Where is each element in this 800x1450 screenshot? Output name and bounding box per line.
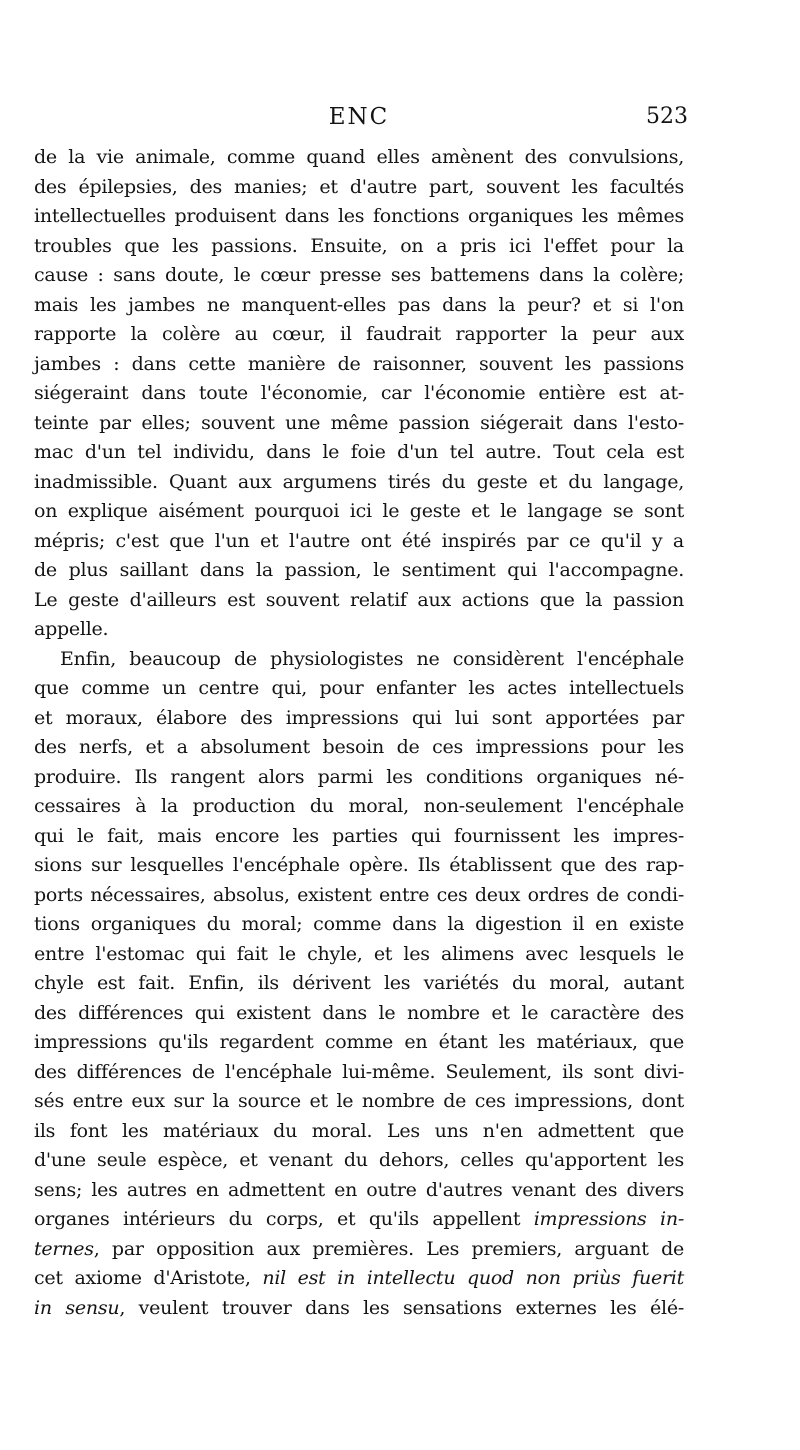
text-line: d'une seule espèce, et venant du dehors, celles qu'apportent les (34, 1149, 684, 1171)
text-line: ports nécessaires, absolus, existent entre ces deux ordres de condi- (34, 883, 684, 906)
text-line: on explique aisément pourquoi ici le geste et le langage se sont (34, 500, 684, 522)
text-line: mac d'un tel individu, dans le foie d'un tel autre. Tout cela est (34, 441, 684, 463)
text-line: mais les jambes ne manquent-elles pas dans la peur? et si l'on (34, 293, 684, 316)
text-line: jambes : dans cette manière de raisonner, souvent les passions (34, 352, 684, 375)
text-line: chyle est fait. Enfin, ils dérivent les variétés du moral, autant (34, 972, 684, 994)
text-line: sés entre eux sur la source et le nombre de ces impressions, dont (34, 1090, 684, 1112)
paragraph-start-line: Enfin, beaucoup de physiologistes ne considèrent l'encéphale (60, 647, 684, 670)
text-line: des différences de l'encéphale lui-même. Seulement, ils sont divi- (34, 1060, 684, 1083)
text-line-with-italic (34, 1235, 684, 1265)
text-line: siégeraint dans toute l'économie, car l'économie entière est at- (34, 382, 684, 404)
text-line: et moraux, élabore des impressions qui lui sont apportées par (34, 706, 684, 729)
italic-text: nil est in intellectu quod non priùs fuerit (262, 1267, 685, 1289)
roman-text: cet axiome d'Aristote, (34, 1267, 263, 1289)
roman-text: , veulent trouver dans les sensations externes les élé- (119, 1296, 684, 1319)
text-line: qui le fait, mais encore les parties qui fournissent les impres- (34, 824, 684, 847)
text-line-with-italic (34, 1205, 684, 1235)
text-line: entre l'estomac qui fait le chyle, et les alimens avec lesquels le (34, 942, 684, 965)
text-line: impressions qu'ils regardent comme en étant les matériaux, que (34, 1031, 684, 1053)
text-line: cause : sans doute, le cœur presse ses battemens dans la colère; (34, 264, 684, 286)
text-line: appelle. (34, 618, 109, 640)
text-line: rapporte la colère au cœur, il faudrait rapporter la peur aux (34, 323, 684, 345)
text-line: de plus saillant dans la passion, le sentiment qui l'accompagne. (34, 559, 684, 581)
text-line: cessaires à la production du moral, non-seulement l'encéphale (34, 795, 684, 817)
text-line: des nerfs, et a absolument besoin de ces impressions pour les (34, 736, 684, 758)
text-line: de la vie animale, comme quand elles amènent des convulsions, (34, 146, 684, 168)
roman-text: organes intérieurs du corps, et qu'ils appellent (34, 1208, 534, 1230)
page-header (34, 104, 688, 140)
body-text (34, 143, 684, 1323)
italic-text: ternes (34, 1237, 94, 1260)
text-line: mépris; c'est que l'un et l'autre ont été inspirés par ce qu'il y a (34, 529, 684, 552)
text-line: sions sur lesquelles l'encéphale opère. Ils établissent que des rap- (34, 854, 684, 876)
page-number: 523 (646, 104, 688, 129)
text-line: sens; les autres en admettent en outre d'autres venant des divers (34, 1178, 684, 1201)
text-line: intellectuelles produisent dans les fonctions organiques les mêmes (34, 205, 684, 227)
text-line: troubles que les passions. Ensuite, on a pris ici l'effet pour la (34, 234, 684, 257)
text-line-with-italic (34, 1294, 684, 1324)
text-line: ils font les matériaux du moral. Les uns n'en admettent que (34, 1119, 684, 1142)
text-line: tions organiques du moral; comme dans la digestion il en existe (34, 913, 684, 935)
running-title: ENC (328, 104, 390, 130)
text-line: Le geste d'ailleurs est souvent relatif aux actions que la passion (34, 588, 684, 611)
text-line: produire. Ils rangent alors parmi les conditions organiques né- (34, 765, 684, 788)
text-line: que comme un centre qui, pour enfanter les actes intellectuels (34, 677, 684, 699)
italic-text: in sensu (34, 1296, 120, 1319)
text-line: des épilepsies, des manies; et d'autre part, souvent les facultés (34, 175, 684, 198)
text-line-with-italic (34, 1264, 684, 1294)
text-line: inadmissible. Quant aux argumens tirés du geste et du langage, (34, 470, 684, 493)
text-line: des différences qui existent dans le nombre et le caractère des (34, 1001, 684, 1024)
text-line: teinte par elles; souvent une même passion siégerait dans l'esto- (34, 411, 684, 434)
roman-text: , par opposition aux premières. Les premiers, arguant de (93, 1237, 684, 1260)
italic-text: impressions in- (533, 1208, 684, 1230)
